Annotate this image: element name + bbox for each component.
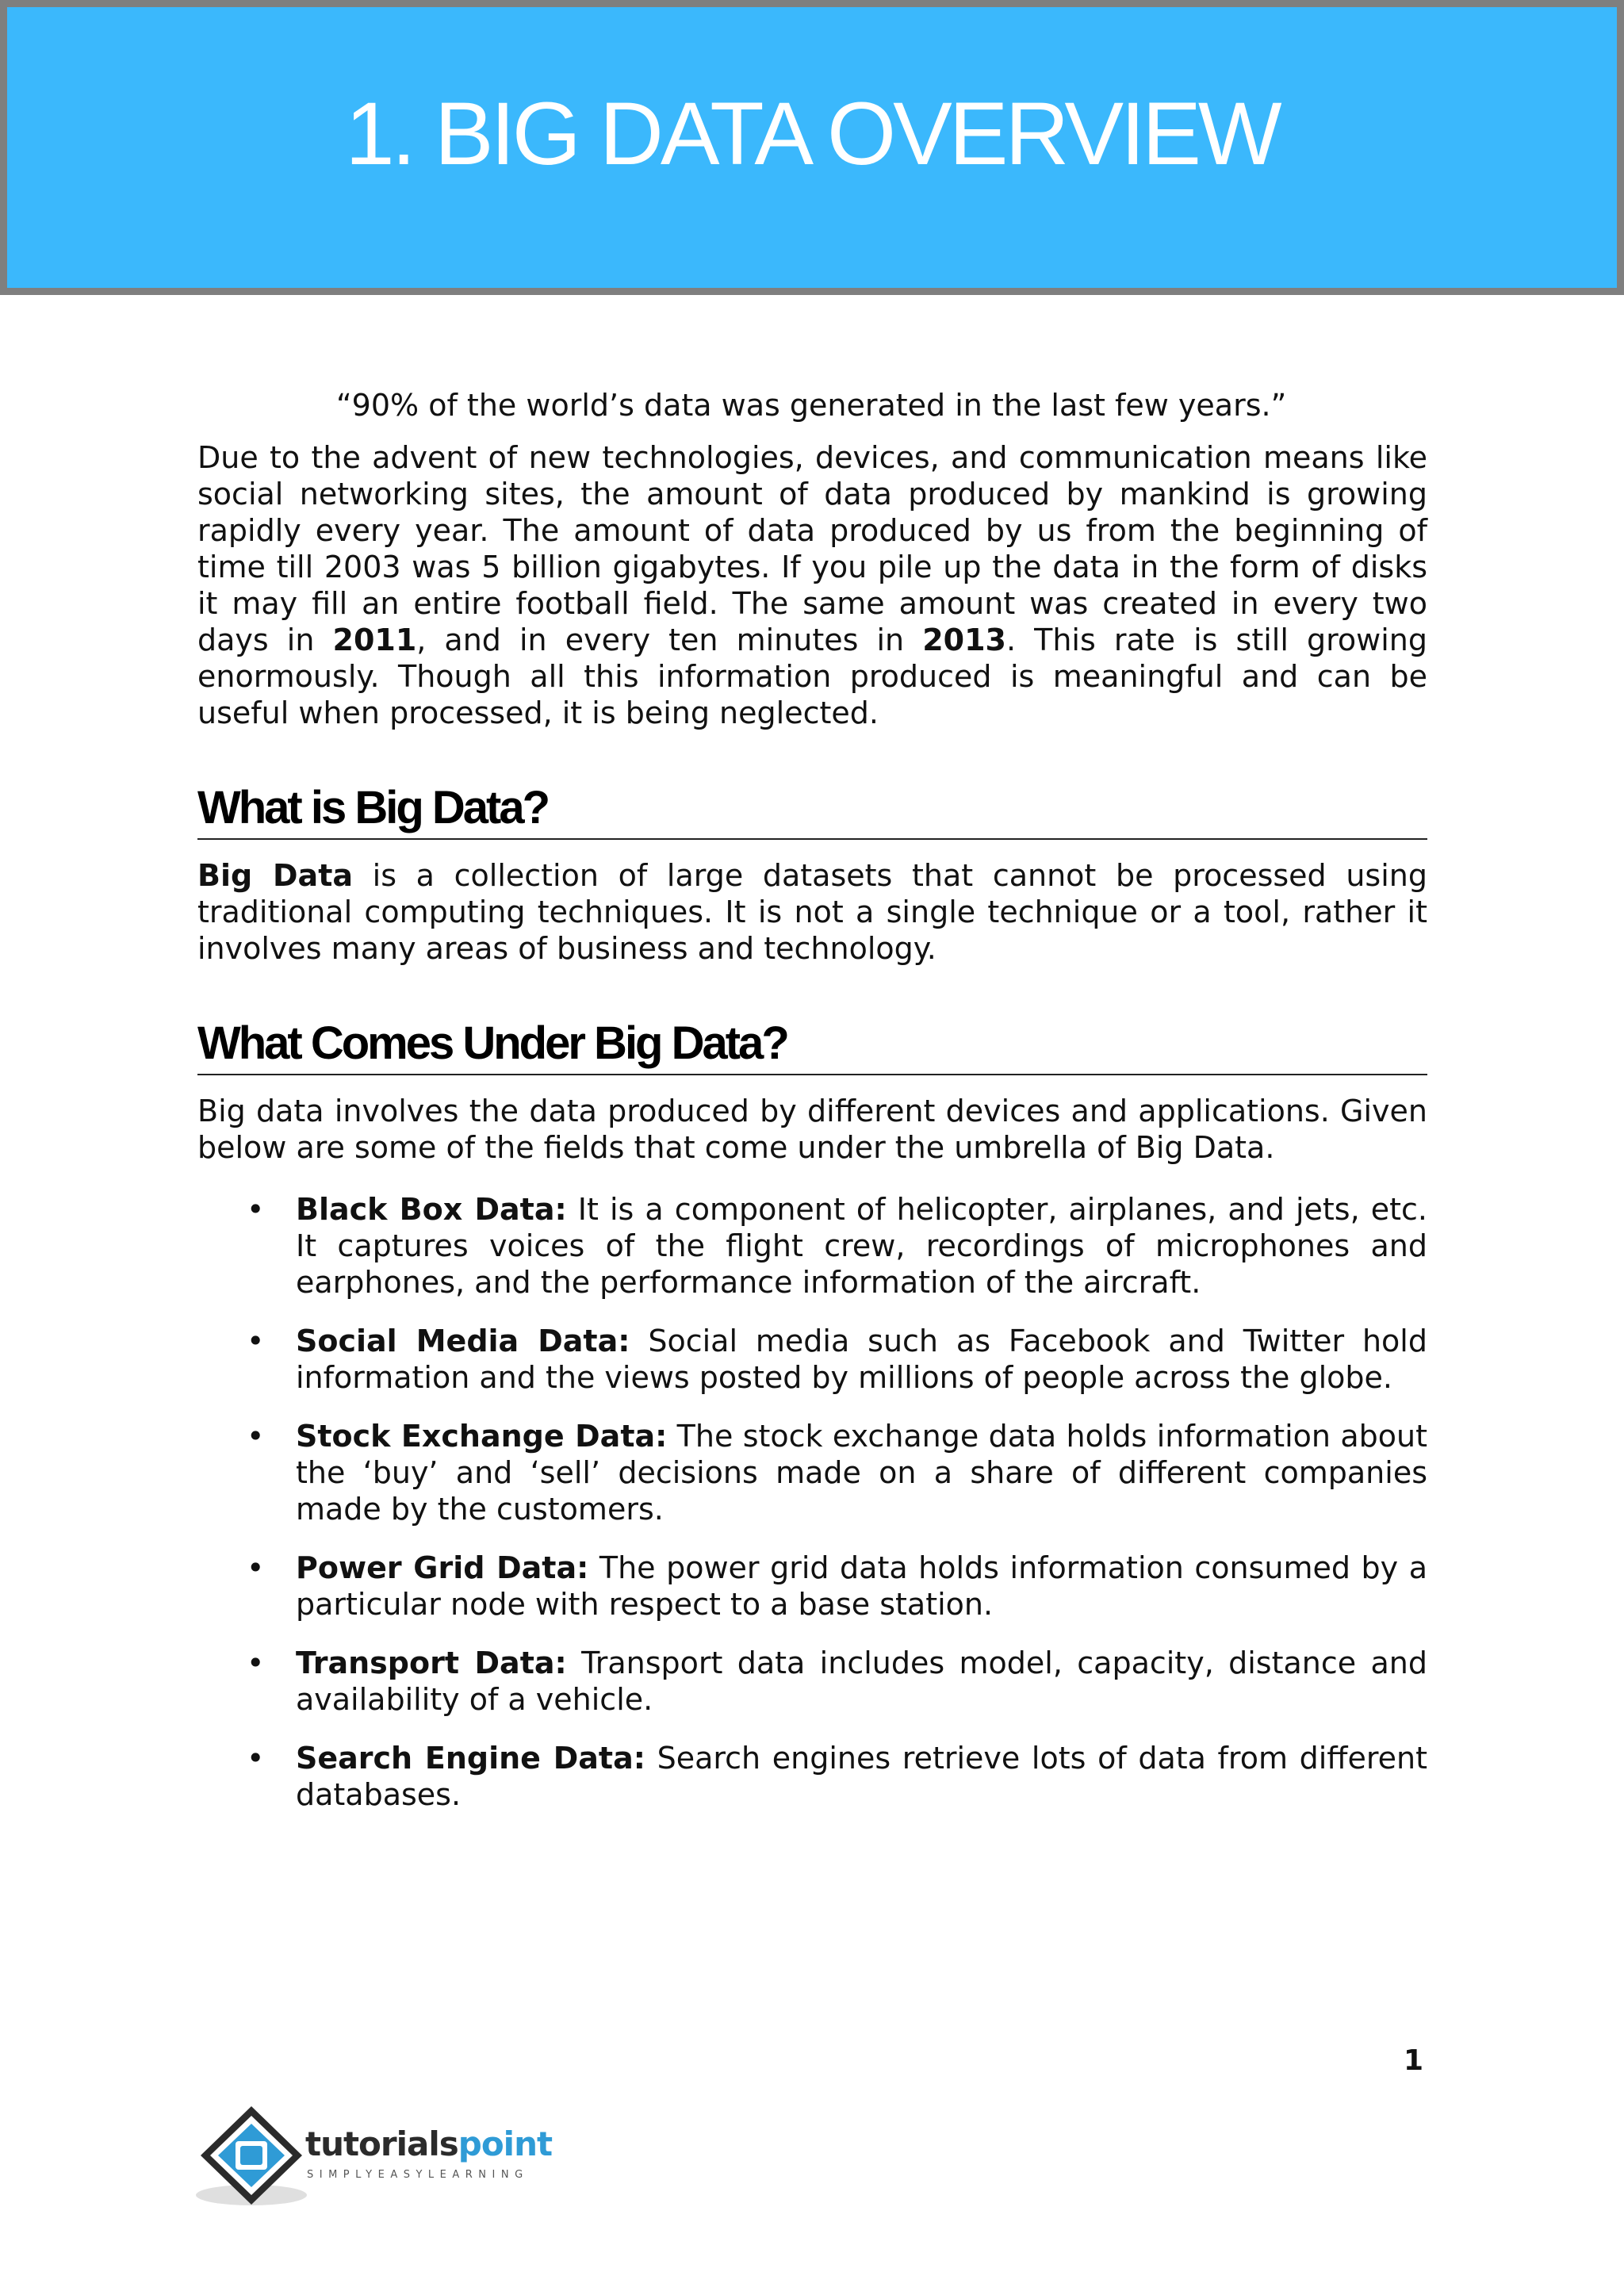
bullet: • <box>247 1550 265 1585</box>
bullet: • <box>247 1646 265 1680</box>
list-item-black-box <box>247 1191 1427 1301</box>
what-is-paragraph <box>197 857 1427 967</box>
chapter-title: 1. BIG DATA OVERVIEW <box>345 84 1279 183</box>
svg-text:SIMPLYEASYLEARNING: SIMPLYEASYLEARNING <box>307 2169 529 2181</box>
main-content <box>197 387 1427 1835</box>
bullet: • <box>247 1741 265 1776</box>
intro-text-3: . This rate is still growing enormously. Though all this information produced is meaningful and can be useful when processed, it is being neglected. <box>197 623 1427 730</box>
tutorialspoint-logo <box>194 2102 567 2213</box>
item-text: It is a component of helicopter, airplanes, and jets, etc. It captures voices of the flight crew, recordings of microphones and earphones, and the performance information of the aircraft. <box>296 1192 1427 1300</box>
list-item-social-media <box>247 1323 1427 1396</box>
what-comes-intro: Big data involves the data produced by different devices and applications. Given below are some of the fields that come under the umbrella of Big Data. <box>197 1094 1427 1165</box>
item-label: Black Box Data: <box>296 1192 567 1227</box>
list-item-search-engine <box>247 1740 1428 1813</box>
year-2013: 2013 <box>922 623 1006 657</box>
big-data-term: Big Data <box>197 858 353 893</box>
item-text: The stock exchange data holds information about the ‘buy’ and ‘sell’ decisions made on a share of different companies made by the customers. <box>296 1419 1428 1527</box>
what-is-text: is a collection of large datasets that cannot be processed using traditional computing techniques. It is not a single technique or a tool, rather it involves many areas of business and technology. <box>197 858 1427 966</box>
bullet: • <box>247 1192 265 1227</box>
title-banner <box>0 0 1624 295</box>
item-label: Social Media Data: <box>296 1324 630 1358</box>
page-number: 1 <box>1404 2044 1424 2077</box>
bullet: • <box>247 1419 265 1454</box>
item-label: Stock Exchange Data: <box>296 1419 668 1454</box>
item-text: Search engines retrieve lots of data from different databases. <box>296 1741 1428 1812</box>
list-item-stock-exchange <box>247 1418 1428 1527</box>
intro-paragraph <box>197 439 1427 731</box>
item-text: Social media such as Facebook and Twitter hold information and the views posted by millions of people across the globe. <box>296 1324 1427 1395</box>
list-item-power-grid <box>247 1550 1427 1623</box>
item-label: Search Engine Data: <box>296 1741 645 1776</box>
bullet: • <box>247 1324 265 1358</box>
heading-what-comes-under: What Comes Under Big Data? <box>197 1016 1427 1075</box>
intro-text-1: Due to the advent of new technologies, devices, and communication means like social networking sites, the amount of data produced by mankind is growing rapidly every year. The amount of data produced by us from the beginning of time till 2003 was 5 billion gigabytes. If you pile up the data in the form of disks it may fill an entire football field. The same amount was created in every two days in <box>197 440 1427 657</box>
item-label: Transport Data: <box>296 1646 567 1680</box>
item-label: Power Grid Data: <box>296 1550 589 1585</box>
year-2011: 2011 <box>332 623 417 657</box>
heading-what-is-big-data: What is Big Data? <box>197 780 1427 840</box>
item-text: Transport data includes model, capacity, distance and availability of a vehicle. <box>296 1646 1427 1717</box>
svg-text:tutorialspoint: tutorialspoint <box>305 2125 553 2163</box>
list-item-transport <box>247 1645 1427 1718</box>
fields-list <box>197 1191 1427 1813</box>
intro-quote: “90% of the world’s data was generated in the last few years.” <box>336 388 1287 423</box>
item-text: The power grid data holds information consumed by a particular node with respect to a base station. <box>296 1550 1427 1622</box>
intro-text-2: , and in every ten minutes in <box>416 623 923 657</box>
